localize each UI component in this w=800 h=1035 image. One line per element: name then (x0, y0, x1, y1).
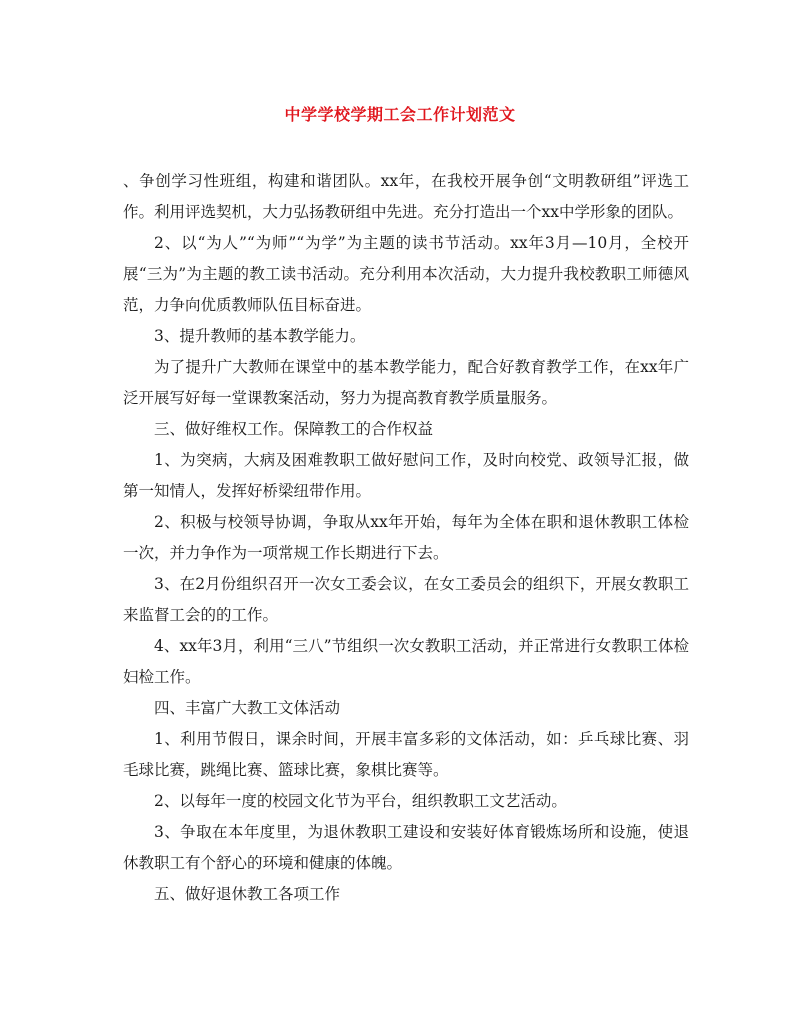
section-heading-activities: 四、丰富广大教工文体活动 (154, 699, 341, 717)
paragraph-activities-2: 2、以每年一度的校园文化节为平台，组织教职工文艺活动。 (154, 792, 567, 810)
paragraph-activities-1: 1、利用节假日，课余时间，开展丰富多彩的文体活动，如：乒乓球比赛、羽毛球比赛，跳绳比赛、篮球比赛，象棋比赛等。 (123, 730, 689, 779)
paragraph-continuation: 、争创学习性班组，构建和谐团队。xx年，在我校开展争创“文明教研组”评选工作。利用评选契机，大力弘扬教研组中先进。充分打造出一个xx中学形象的团队。 (123, 172, 689, 221)
paragraph-rights-2: 2、积极与校领导协调，争取从xx年开始，每年为全体在职和退休教职工体检一次，并力争作为一项常规工作长期进行下去。 (123, 513, 689, 562)
paragraph-reading-festival: 2、以“为人”“为师”“为学”为主题的读书节活动。xx年3月—10月，全校开展“三为”为主题的教工读书活动。充分利用本次活动，大力提升我校教职工师德风范，力争向优质教师队伍目标奋进。 (123, 234, 689, 314)
paragraph-rights-3: 3、在2月份组织召开一次女工委会议，在女工委员会的组织下，开展女教职工来监督工会的的工作。 (123, 575, 689, 624)
section-heading-rights: 三、做好维权工作。保障教工的合作权益 (154, 420, 434, 438)
paragraph-teaching-ability: 为了提升广大教师在课堂中的基本教学能力，配合好教育教学工作，在xx年广泛开展写好每一堂课教案活动，努力为提高教育教学质量服务。 (123, 358, 689, 407)
document-title: 中学学校学期工会工作计划范文 (284, 105, 516, 124)
document-body (123, 166, 689, 910)
paragraph-rights-1: 1、为突病，大病及困难教职工做好慰问工作，及时向校党、政领导汇报，做第一知情人，发挥好桥梁纽带作用。 (123, 451, 689, 500)
paragraph-teaching-ability-heading: 3、提升教师的基本教学能力。 (154, 327, 366, 345)
section-heading-retirees: 五、做好退休教工各项工作 (154, 885, 341, 903)
paragraph-activities-3: 3、争取在本年度里，为退休教职工建设和安装好体育锻炼场所和设施，使退休教职工有个舒心的环境和健康的体魄。 (123, 823, 689, 872)
paragraph-rights-4: 4、xx年3月，利用“三八”节组织一次女教职工活动，并正常进行女教职工体检妇检工作。 (123, 637, 689, 686)
